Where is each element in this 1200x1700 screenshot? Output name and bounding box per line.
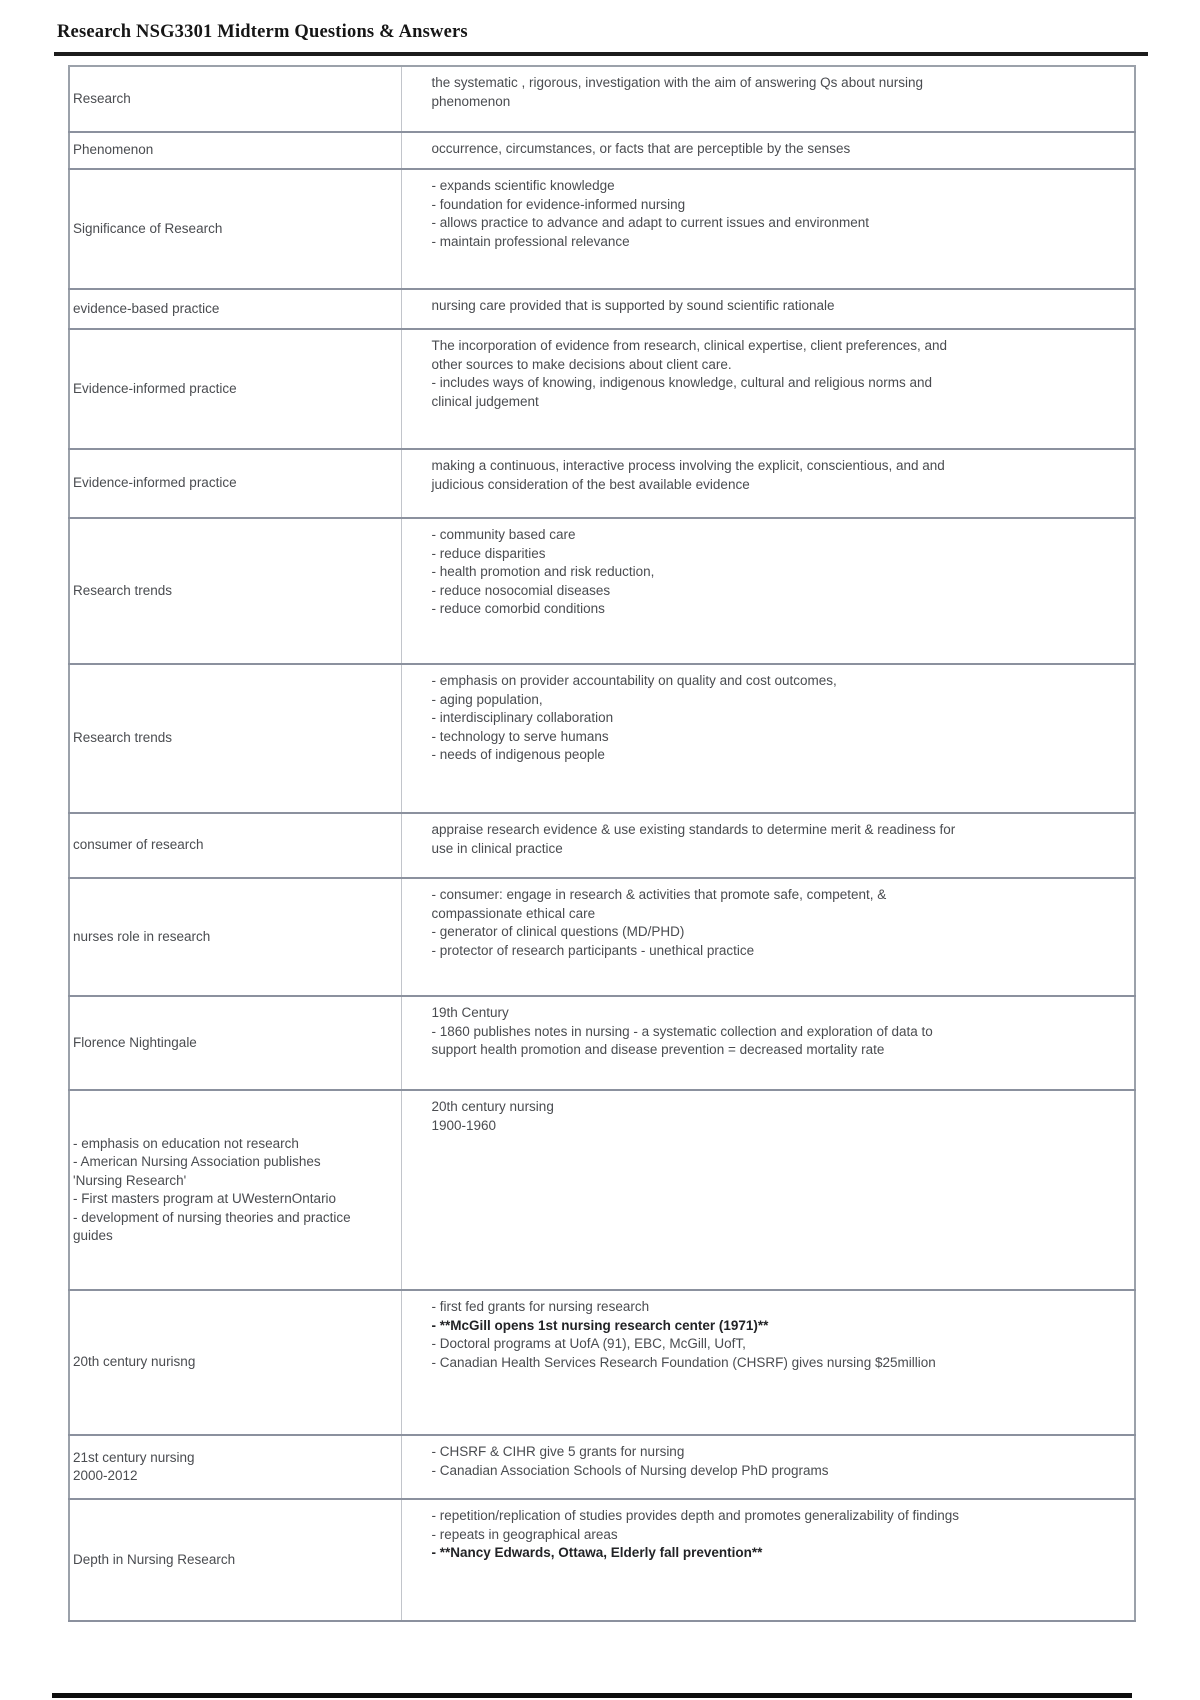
- question-text: [73, 474, 358, 493]
- answer-line: - maintain professional relevance: [431, 233, 630, 249]
- answer-text: [432, 526, 972, 619]
- question-line: 2000-2012: [73, 1468, 138, 1483]
- table-row: [69, 449, 1135, 518]
- table-row: [69, 1435, 1135, 1499]
- answer-cell: [401, 518, 1135, 664]
- table-row: [69, 518, 1135, 664]
- question-text: [73, 1135, 358, 1246]
- question-line: - First masters program at UWesternOntario: [73, 1191, 337, 1206]
- answer-line: 19th Century: [431, 1005, 509, 1020]
- answer-line: - expands scientific knowledge: [431, 178, 615, 193]
- table-row: [69, 132, 1135, 169]
- answer-text: [432, 886, 972, 960]
- question-line: 20th century nurisng: [73, 1354, 196, 1370]
- question-cell: [69, 996, 401, 1090]
- question-line: - American Nursing Association publishes 'Nursing Research': [73, 1154, 321, 1188]
- question-text: [73, 220, 358, 239]
- answer-line: - repeats in geographical areas: [431, 1526, 618, 1542]
- table-row: [69, 66, 1135, 132]
- answer-text: [432, 1004, 972, 1060]
- answer-line: - **Nancy Edwards, Ottawa, Elderly fall prevention**: [431, 1545, 763, 1560]
- question-line: consumer of research: [73, 837, 204, 853]
- answer-cell: [401, 329, 1135, 449]
- table-row: [69, 996, 1135, 1090]
- answer-line: - Canadian Association Schools of Nursing develop PhD programs: [431, 1462, 829, 1478]
- question-text: [73, 729, 358, 748]
- question-text: [73, 836, 358, 855]
- answer-text: [432, 140, 972, 159]
- answer-cell: [401, 132, 1135, 169]
- question-cell: [69, 1499, 401, 1621]
- question-text: [73, 1353, 358, 1372]
- answer-cell: [401, 169, 1135, 289]
- question-cell: [69, 132, 401, 169]
- answer-text: [432, 1298, 972, 1372]
- answer-line: - reduce nosocomial diseases: [431, 582, 611, 598]
- question-line: - emphasis on education not research: [73, 1135, 299, 1151]
- answer-line: 20th century nursing: [431, 1099, 554, 1114]
- table-row: [69, 329, 1135, 449]
- question-line: Evidence-informed practice: [73, 380, 237, 396]
- page-title: Research NSG3301 Midterm Questions & Answers: [57, 22, 468, 42]
- answer-text: [432, 457, 972, 494]
- answer-line: - needs of indigenous people: [431, 747, 605, 762]
- answer-cell: [401, 289, 1135, 329]
- question-cell: [69, 813, 401, 878]
- answer-cell: [401, 996, 1135, 1090]
- question-cell: [69, 66, 401, 132]
- question-text: [73, 1551, 358, 1570]
- question-cell: [69, 169, 401, 289]
- answer-text: [432, 672, 972, 765]
- question-line: Significance of Research: [73, 220, 223, 236]
- question-cell: [69, 449, 401, 518]
- answer-cell: [401, 1499, 1135, 1621]
- answer-text: [432, 1098, 972, 1135]
- answer-cell: [401, 664, 1135, 813]
- answer-line: - aging population,: [431, 691, 543, 707]
- answer-line: - includes ways of knowing, indigenous knowledge, cultural and religious norms and clinical judgement: [431, 375, 933, 409]
- answer-line: - 1860 publishes notes in nursing - a systematic collection and exploration of data to support health promotion and disease prevention = decreased mortality rate: [431, 1023, 933, 1057]
- answer-line: - CHSRF & CIHR give 5 grants for nursing: [431, 1444, 685, 1459]
- answer-line: - reduce comorbid conditions: [431, 601, 605, 616]
- title-rule: [54, 52, 1148, 56]
- question-cell: [69, 878, 401, 996]
- table-row: [69, 289, 1135, 329]
- table-row: [69, 664, 1135, 813]
- answer-line: - technology to serve humans: [431, 728, 609, 744]
- question-line: - development of nursing theories and practice guides: [73, 1209, 351, 1243]
- answer-cell: [401, 449, 1135, 518]
- question-text: [73, 1034, 358, 1053]
- answer-line: appraise research evidence & use existing standards to determine merit & readiness for use in clinical practice: [431, 822, 956, 856]
- answer-text: [432, 1443, 972, 1480]
- question-line: nurses role in research: [73, 928, 211, 944]
- answer-line: the systematic , rigorous, investigation with the aim of answering Qs about nursing phenomenon: [431, 75, 923, 109]
- qa-table: [68, 65, 1136, 1622]
- answer-cell: [401, 1290, 1135, 1435]
- answer-line: - allows practice to advance and adapt to current issues and environment: [431, 215, 869, 230]
- answer-text: [432, 74, 972, 111]
- answer-line: - interdisciplinary collaboration: [431, 710, 614, 725]
- question-line: Depth in Nursing Research: [73, 1551, 236, 1567]
- question-line: Research: [73, 90, 131, 106]
- answer-line: nursing care provided that is supported by sound scientific rationale: [431, 298, 835, 313]
- table-row: [69, 1499, 1135, 1621]
- table-row: [69, 878, 1135, 996]
- answer-line: - Doctoral programs at UofA (91), EBC, McGill, UofT,: [431, 1336, 746, 1351]
- answer-cell: [401, 878, 1135, 996]
- answer-cell: [401, 1435, 1135, 1499]
- table-row: [69, 169, 1135, 289]
- answer-line: - Canadian Health Services Research Foundation (CHSRF) gives nursing $25million: [431, 1354, 936, 1370]
- question-cell: [69, 289, 401, 329]
- question-text: [73, 1449, 358, 1486]
- question-line: evidence-based practice: [73, 300, 220, 316]
- answer-text: [432, 821, 972, 858]
- answer-line: - **McGill opens 1st nursing research center (1971)**: [431, 1317, 769, 1333]
- question-text: [73, 90, 358, 109]
- answer-line: making a continuous, interactive process involving the explicit, conscientious, and and judicious consideration of the best available evidence: [431, 458, 945, 492]
- question-text: [73, 300, 358, 319]
- answer-cell: [401, 813, 1135, 878]
- answer-cell: [401, 66, 1135, 132]
- answer-line: - generator of clinical questions (MD/PHD): [431, 924, 685, 939]
- question-text: [73, 582, 358, 601]
- table-row: [69, 1290, 1135, 1435]
- answer-text: [432, 297, 972, 316]
- table-row: [69, 813, 1135, 878]
- answer-line: - health promotion and risk reduction,: [431, 564, 655, 579]
- answer-line: - consumer: engage in research & activities that promote safe, competent, & compassionate ethical care: [431, 887, 887, 921]
- question-text: [73, 380, 358, 399]
- answer-line: The incorporation of evidence from research, clinical expertise, client preferences, and other sources to make decisions about client care.: [431, 338, 948, 372]
- answer-line: - first fed grants for nursing research: [431, 1299, 650, 1314]
- question-line: Research trends: [73, 730, 173, 746]
- question-line: Phenomenon: [73, 142, 154, 158]
- question-cell: [69, 1090, 401, 1290]
- question-text: [73, 141, 358, 160]
- question-line: Evidence-informed practice: [73, 475, 237, 491]
- question-line: Florence Nightingale: [73, 1034, 197, 1050]
- answer-line: 1900-1960: [431, 1117, 497, 1133]
- answer-line: - emphasis on provider accountability on quality and cost outcomes,: [431, 673, 837, 688]
- answer-text: [432, 177, 972, 251]
- question-cell: [69, 1290, 401, 1435]
- answer-line: - repetition/replication of studies provides depth and promotes generalizability of findings: [431, 1508, 960, 1523]
- answer-line: occurrence, circumstances, or facts that are perceptible by the senses: [431, 141, 851, 156]
- question-cell: [69, 1435, 401, 1499]
- question-line: 21st century nursing: [73, 1449, 195, 1465]
- table-row: [69, 1090, 1135, 1290]
- question-cell: [69, 329, 401, 449]
- answer-text: [432, 1507, 972, 1563]
- answer-line: - protector of research participants - unethical practice: [431, 942, 755, 958]
- answer-cell: [401, 1090, 1135, 1290]
- question-line: Research trends: [73, 582, 173, 598]
- next-section-rule: [52, 1693, 1132, 1698]
- question-cell: [69, 664, 401, 813]
- question-text: [73, 928, 358, 947]
- answer-text: [432, 337, 972, 411]
- answer-line: - foundation for evidence-informed nursing: [431, 196, 686, 212]
- question-cell: [69, 518, 401, 664]
- answer-line: - reduce disparities: [431, 545, 546, 561]
- answer-line: - community based care: [431, 527, 576, 542]
